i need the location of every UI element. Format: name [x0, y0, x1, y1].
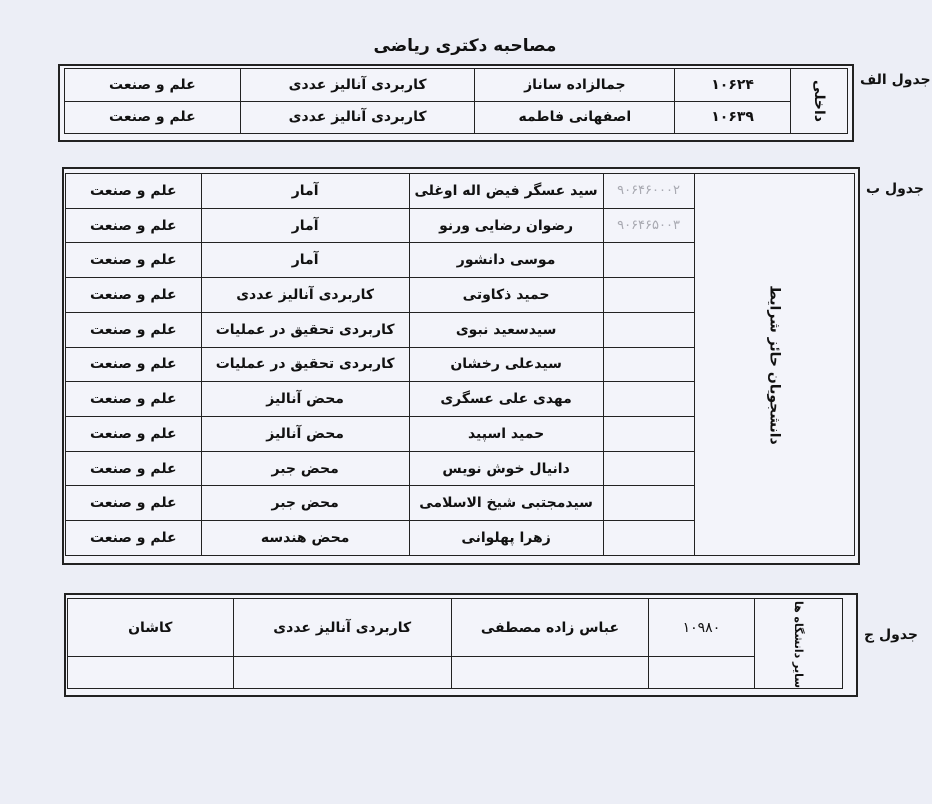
- university-cell: علم و صنعت: [66, 174, 202, 209]
- table-b: [65, 173, 855, 556]
- major-cell: محض آنالیز: [201, 417, 409, 452]
- id-cell: ۹۰۶۴۶۰۰۰۲: [603, 174, 694, 209]
- university-cell: علم و صنعت: [66, 486, 202, 521]
- name-cell: سیدعلی رخشان: [409, 347, 603, 382]
- id-cell: [603, 451, 694, 486]
- name-cell: سیدسعید نبوی: [409, 312, 603, 347]
- id-cell: [603, 382, 694, 417]
- name-cell: سیدمجتبی شیخ الاسلامی: [409, 486, 603, 521]
- table-c-label: جدول ج: [864, 627, 918, 643]
- major-cell: کاربردی تحقیق در عملیات: [201, 347, 409, 382]
- table-a-label: جدول الف: [860, 72, 931, 88]
- name-cell: جمالزاده ساناز: [475, 69, 675, 102]
- table-row: [68, 657, 843, 689]
- table-a: [64, 68, 848, 134]
- university-cell: علم و صنعت: [66, 451, 202, 486]
- major-cell: محض آنالیز: [201, 382, 409, 417]
- major-cell: [233, 657, 451, 689]
- name-cell: موسی دانشور: [409, 243, 603, 278]
- university-cell: علم و صنعت: [66, 208, 202, 243]
- major-cell: آمار: [201, 243, 409, 278]
- name-cell: حمید ذکاوتی: [409, 278, 603, 313]
- university-cell: علم و صنعت: [66, 382, 202, 417]
- major-cell: آمار: [201, 208, 409, 243]
- major-cell: محض هندسه: [201, 521, 409, 556]
- name-cell: اصفهانی فاطمه: [475, 101, 675, 134]
- major-cell: محض جبر: [201, 451, 409, 486]
- id-cell: [603, 243, 694, 278]
- table-row: [65, 69, 848, 102]
- table-a-category-cell: [791, 69, 848, 134]
- table-c: [67, 598, 843, 689]
- university-cell: کاشان: [68, 599, 234, 657]
- table-c-category-cell: [754, 599, 842, 689]
- id-cell: ۱۰۶۳۹: [675, 101, 791, 134]
- table-c-category: سایر دانشگاه ها: [791, 600, 805, 688]
- id-cell: [603, 312, 694, 347]
- id-cell: [603, 521, 694, 556]
- university-cell: علم و صنعت: [66, 347, 202, 382]
- table-b-label: جدول ب: [866, 181, 924, 197]
- university-cell: علم و صنعت: [66, 278, 202, 313]
- name-cell: سید عسگر فیض اله اوغلی: [409, 174, 603, 209]
- name-cell: [451, 657, 648, 689]
- table-row: [68, 599, 843, 657]
- name-cell: رضوان رضایی ورنو: [409, 208, 603, 243]
- university-cell: علم و صنعت: [66, 521, 202, 556]
- name-cell: مهدی علی عسگری: [409, 382, 603, 417]
- table-b-category-cell: [694, 174, 854, 556]
- id-cell: [648, 657, 754, 689]
- id-cell: [603, 278, 694, 313]
- major-cell: کاربردی تحقیق در عملیات: [201, 312, 409, 347]
- university-cell: علم و صنعت: [66, 243, 202, 278]
- university-cell: علم و صنعت: [66, 417, 202, 452]
- university-cell: [68, 657, 234, 689]
- page-title: مصاحبه دکتری ریاضی: [373, 36, 557, 56]
- id-cell: [603, 347, 694, 382]
- major-cell: کاربردی آنالیز عددی: [240, 69, 475, 102]
- university-cell: علم و صنعت: [66, 312, 202, 347]
- id-cell: ۱۰۶۲۴: [675, 69, 791, 102]
- major-cell: کاربردی آنالیز عددی: [201, 278, 409, 313]
- major-cell: کاربردی آنالیز عددی: [233, 599, 451, 657]
- major-cell: محض جبر: [201, 486, 409, 521]
- university-cell: علم و صنعت: [65, 101, 241, 134]
- id-cell: [603, 486, 694, 521]
- table-row: [66, 174, 855, 209]
- name-cell: عباس زاده مصطفی: [451, 599, 648, 657]
- university-cell: علم و صنعت: [65, 69, 241, 102]
- name-cell: حمید اسپید: [409, 417, 603, 452]
- name-cell: زهرا پهلوانی: [409, 521, 603, 556]
- id-cell: [603, 417, 694, 452]
- major-cell: کاربردی آنالیز عددی: [240, 101, 475, 134]
- table-row: [65, 101, 848, 134]
- table-b-category: دانشجویان حائز شرایط: [766, 284, 783, 445]
- id-cell: ۹۰۶۴۶۵۰۰۳: [603, 208, 694, 243]
- major-cell: آمار: [201, 174, 409, 209]
- id-cell: ۱۰۹۸۰: [648, 599, 754, 657]
- table-a-category: داخلی: [811, 80, 828, 122]
- name-cell: دانیال خوش نویس: [409, 451, 603, 486]
